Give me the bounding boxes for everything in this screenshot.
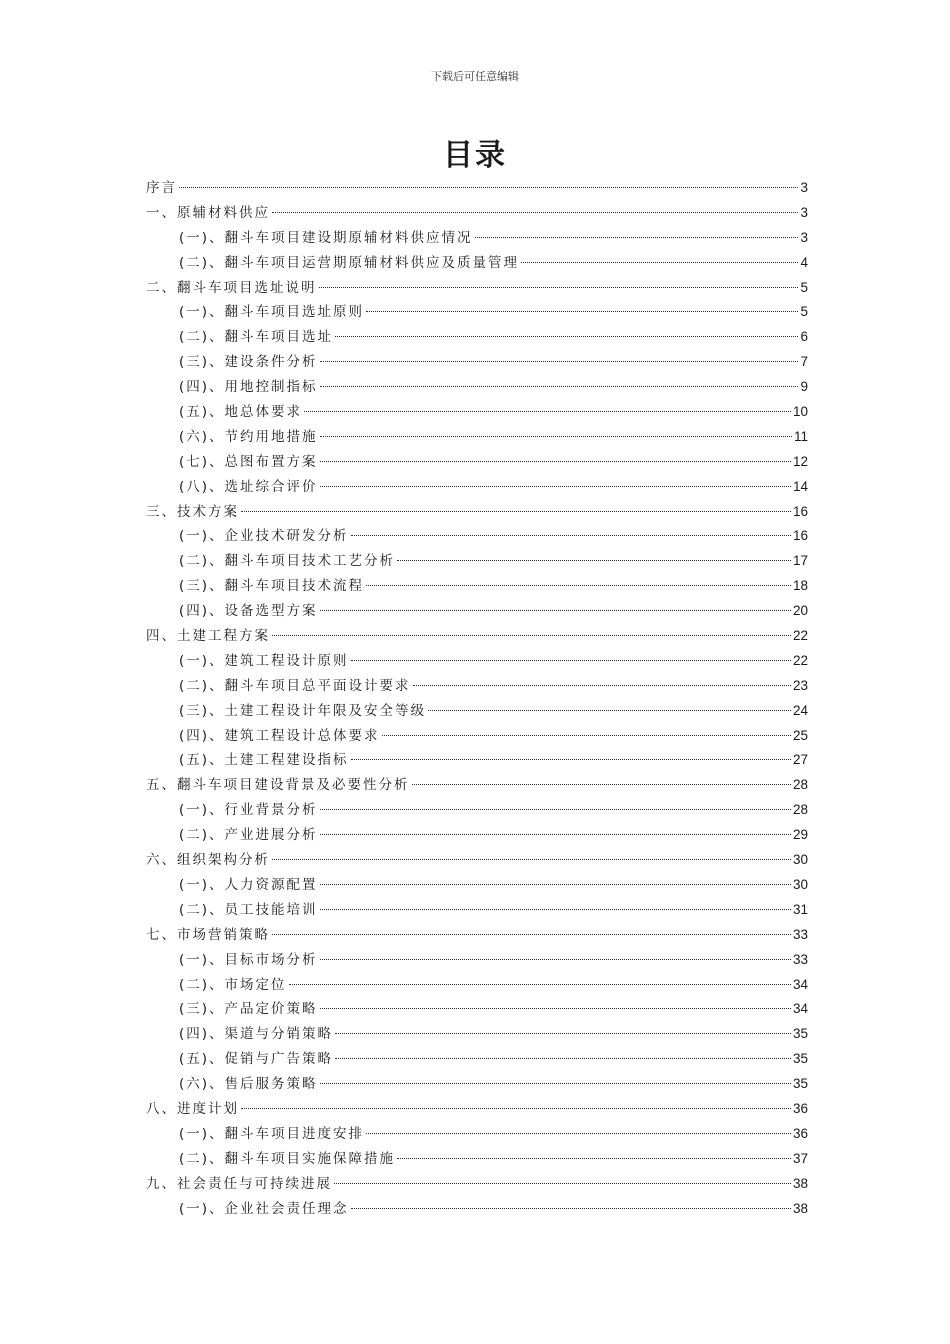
toc-entry[interactable] bbox=[146, 1047, 808, 1072]
toc-entry[interactable] bbox=[146, 848, 808, 873]
toc-entry-title: 二、翻斗车项目选址说明 bbox=[146, 279, 317, 296]
toc-entry-title: (四)、建筑工程设计总体要求 bbox=[179, 727, 380, 744]
toc-entry-title: (四)、用地控制指标 bbox=[179, 379, 318, 396]
toc-leader-dots bbox=[320, 909, 791, 910]
toc-entry-title: (一)、翻斗车项目选址原则 bbox=[179, 304, 365, 321]
toc-entry-page-number: 36 bbox=[792, 1100, 808, 1116]
toc-leader-dots bbox=[272, 212, 798, 213]
toc-entry-page-number: 31 bbox=[792, 901, 808, 917]
toc-entry[interactable] bbox=[146, 898, 808, 923]
toc-entry-page-number: 9 bbox=[800, 379, 808, 395]
toc-leader-dots bbox=[397, 560, 791, 561]
toc-entry[interactable] bbox=[146, 1072, 808, 1097]
toc-entry-page-number: 4 bbox=[800, 254, 808, 270]
toc-leader-dots bbox=[272, 859, 791, 860]
toc-entry-title: (七)、总图布置方案 bbox=[179, 453, 318, 470]
toc-entry-title: 序言 bbox=[146, 180, 177, 196]
toc-entry-page-number: 11 bbox=[793, 428, 808, 444]
toc-entry-page-number: 35 bbox=[792, 1076, 808, 1092]
toc-leader-dots bbox=[320, 436, 792, 437]
toc-entry-page-number: 37 bbox=[792, 1150, 808, 1166]
toc-entry-page-number: 30 bbox=[792, 876, 808, 892]
toc-leader-dots bbox=[320, 486, 791, 487]
page-header: 下载后可任意编辑 bbox=[431, 70, 519, 83]
toc-entry[interactable] bbox=[146, 1097, 808, 1122]
toc-leader-dots bbox=[366, 1133, 791, 1134]
toc-entry[interactable] bbox=[146, 176, 808, 201]
toc-entry-page-number: 18 bbox=[792, 578, 808, 594]
toc-entry[interactable] bbox=[146, 649, 808, 674]
toc-entry-page-number: 6 bbox=[800, 329, 808, 345]
toc-entry-title: (一)、翻斗车项目建设期原辅材料供应情况 bbox=[179, 229, 473, 246]
toc-entry-page-number: 16 bbox=[792, 503, 808, 519]
toc-entry[interactable] bbox=[146, 350, 808, 375]
toc-entry[interactable] bbox=[146, 251, 808, 276]
toc-entry-title: (二)、翻斗车项目实施保障措施 bbox=[179, 1150, 396, 1167]
toc-entry-page-number: 5 bbox=[800, 304, 808, 320]
toc-entry[interactable] bbox=[146, 948, 808, 973]
toc-leader-dots bbox=[366, 585, 791, 586]
toc-leader-dots bbox=[319, 287, 799, 288]
toc-entry-title: 一、原辅材料供应 bbox=[146, 204, 270, 221]
toc-entry[interactable] bbox=[146, 624, 808, 649]
toc-entry[interactable] bbox=[146, 823, 808, 848]
toc-leader-dots bbox=[351, 535, 791, 536]
toc-leader-dots bbox=[351, 759, 791, 760]
toc-entry-page-number: 16 bbox=[792, 528, 808, 544]
table-of-contents bbox=[146, 176, 808, 1221]
toc-entry-page-number: 30 bbox=[792, 852, 808, 868]
toc-entry[interactable] bbox=[146, 300, 808, 325]
toc-leader-dots bbox=[320, 461, 791, 462]
toc-entry[interactable] bbox=[146, 1022, 808, 1047]
toc-entry-page-number: 10 bbox=[792, 404, 808, 420]
toc-entry[interactable] bbox=[146, 276, 808, 301]
toc-entry-page-number: 33 bbox=[792, 951, 808, 967]
toc-entry-title: (六)、售后服务策略 bbox=[179, 1076, 318, 1093]
toc-entry[interactable] bbox=[146, 400, 808, 425]
toc-leader-dots bbox=[335, 336, 798, 337]
toc-entry-page-number: 3 bbox=[800, 229, 808, 245]
toc-entry-page-number: 27 bbox=[792, 752, 808, 768]
toc-leader-dots bbox=[397, 1158, 791, 1159]
toc-entry[interactable] bbox=[146, 475, 808, 500]
toc-entry-title: (一)、目标市场分析 bbox=[179, 951, 318, 968]
toc-leader-dots bbox=[335, 1033, 791, 1034]
toc-entry-title: (三)、土建工程设计年限及安全等级 bbox=[179, 702, 427, 719]
toc-entry-page-number: 20 bbox=[792, 603, 808, 619]
toc-entry-title: (二)、产业进展分析 bbox=[179, 827, 318, 844]
toc-leader-dots bbox=[475, 237, 799, 238]
toc-entry-title: (一)、人力资源配置 bbox=[179, 876, 318, 893]
toc-entry-page-number: 3 bbox=[800, 204, 808, 220]
toc-entry-page-number: 5 bbox=[800, 279, 808, 295]
toc-entry-title: (四)、渠道与分销策略 bbox=[179, 1026, 334, 1043]
toc-leader-dots bbox=[366, 311, 798, 312]
toc-entry-title: 六、组织架构分析 bbox=[146, 852, 270, 869]
toc-leader-dots bbox=[272, 934, 791, 935]
toc-entry-title: (八)、选址综合评价 bbox=[179, 478, 318, 495]
toc-leader-dots bbox=[413, 685, 791, 686]
toc-entry-page-number: 38 bbox=[792, 1175, 808, 1191]
toc-leader-dots bbox=[320, 959, 791, 960]
toc-entry-title: (二)、翻斗车项目运营期原辅材料供应及质量管理 bbox=[179, 254, 520, 271]
toc-entry-title: (六)、节约用地措施 bbox=[179, 428, 318, 445]
toc-leader-dots bbox=[382, 735, 791, 736]
toc-entry[interactable] bbox=[146, 1197, 808, 1222]
toc-entry[interactable] bbox=[146, 201, 808, 226]
toc-leader-dots bbox=[334, 1183, 791, 1184]
toc-entry[interactable] bbox=[146, 574, 808, 599]
toc-entry[interactable] bbox=[146, 524, 808, 549]
toc-leader-dots bbox=[320, 1008, 791, 1009]
toc-entry-title: (三)、翻斗车项目技术流程 bbox=[179, 578, 365, 595]
toc-leader-dots bbox=[351, 1208, 791, 1209]
toc-entry-title: (三)、产品定价策略 bbox=[179, 1001, 318, 1018]
toc-entry-page-number: 34 bbox=[792, 1001, 808, 1017]
toc-entry[interactable] bbox=[146, 923, 808, 948]
toc-entry[interactable] bbox=[146, 549, 808, 574]
toc-entry-page-number: 24 bbox=[792, 702, 808, 718]
toc-entry-page-number: 12 bbox=[792, 453, 808, 469]
toc-entry[interactable] bbox=[146, 226, 808, 251]
toc-entry-page-number: 35 bbox=[792, 1051, 808, 1067]
toc-leader-dots bbox=[320, 1083, 791, 1084]
toc-entry[interactable] bbox=[146, 1147, 808, 1172]
toc-entry[interactable] bbox=[146, 599, 808, 624]
toc-entry-title: (一)、企业社会责任理念 bbox=[179, 1200, 349, 1217]
toc-entry-page-number: 25 bbox=[792, 727, 808, 743]
toc-entry-page-number: 3 bbox=[800, 180, 808, 195]
toc-entry-title: (五)、土建工程建设指标 bbox=[179, 752, 349, 769]
toc-title: 目录 bbox=[443, 138, 507, 173]
toc-entry[interactable] bbox=[146, 500, 808, 525]
toc-entry-title: (二)、翻斗车项目选址 bbox=[179, 329, 334, 346]
toc-entry[interactable] bbox=[146, 425, 808, 450]
toc-entry-title: (二)、翻斗车项目技术工艺分析 bbox=[179, 553, 396, 570]
toc-leader-dots bbox=[320, 834, 791, 835]
toc-leader-dots bbox=[304, 411, 791, 412]
toc-entry-title: (一)、建筑工程设计原则 bbox=[179, 652, 349, 669]
toc-entry-title: (一)、企业技术研发分析 bbox=[179, 528, 349, 545]
toc-entry[interactable] bbox=[146, 375, 808, 400]
toc-leader-dots bbox=[320, 386, 799, 387]
toc-entry-page-number: 14 bbox=[792, 478, 808, 494]
toc-leader-dots bbox=[351, 660, 791, 661]
toc-entry-page-number: 34 bbox=[792, 976, 808, 992]
toc-entry-title: (一)、翻斗车项目进度安排 bbox=[179, 1125, 365, 1142]
toc-entry[interactable] bbox=[146, 873, 808, 898]
toc-entry-title: (二)、员工技能培训 bbox=[179, 901, 318, 918]
toc-entry-title: (三)、建设条件分析 bbox=[179, 354, 318, 371]
toc-entry-title: 三、技术方案 bbox=[146, 503, 239, 520]
toc-entry-page-number: 28 bbox=[792, 777, 808, 793]
toc-leader-dots bbox=[320, 610, 791, 611]
toc-entry-page-number: 22 bbox=[792, 652, 808, 668]
toc-entry-page-number: 36 bbox=[792, 1125, 808, 1141]
toc-leader-dots bbox=[241, 1108, 791, 1109]
toc-entry-page-number: 28 bbox=[792, 802, 808, 818]
toc-entry-title: 四、土建工程方案 bbox=[146, 628, 270, 645]
toc-leader-dots bbox=[320, 809, 791, 810]
toc-entry-page-number: 33 bbox=[792, 926, 808, 942]
toc-leader-dots bbox=[320, 361, 799, 362]
toc-entry-title: 七、市场营销策略 bbox=[146, 926, 270, 943]
toc-leader-dots bbox=[412, 784, 791, 785]
toc-entry[interactable] bbox=[146, 773, 808, 798]
toc-entry-page-number: 7 bbox=[800, 354, 808, 370]
toc-entry-title: (五)、促销与广告策略 bbox=[179, 1051, 334, 1068]
toc-entry[interactable] bbox=[146, 325, 808, 350]
toc-entry-title: (一)、行业背景分析 bbox=[179, 802, 318, 819]
toc-entry-page-number: 17 bbox=[792, 553, 808, 569]
toc-entry[interactable] bbox=[146, 997, 808, 1022]
toc-entry-title: (二)、市场定位 bbox=[179, 976, 287, 993]
toc-leader-dots bbox=[428, 710, 791, 711]
toc-entry-title: 五、翻斗车项目建设背景及必要性分析 bbox=[146, 777, 410, 794]
toc-leader-dots bbox=[179, 187, 798, 188]
toc-entry-page-number: 35 bbox=[792, 1026, 808, 1042]
toc-entry-title: (五)、地总体要求 bbox=[179, 404, 303, 421]
toc-entry[interactable] bbox=[146, 973, 808, 998]
toc-entry[interactable] bbox=[146, 450, 808, 475]
toc-leader-dots bbox=[335, 1058, 791, 1059]
toc-entry-page-number: 23 bbox=[792, 677, 808, 693]
toc-entry-title: 八、进度计划 bbox=[146, 1100, 239, 1117]
toc-leader-dots bbox=[521, 262, 798, 263]
toc-entry-page-number: 38 bbox=[792, 1200, 808, 1216]
toc-entry-title: 九、社会责任与可持续进展 bbox=[146, 1175, 332, 1192]
toc-leader-dots bbox=[320, 884, 791, 885]
toc-leader-dots bbox=[289, 984, 791, 985]
toc-entry[interactable] bbox=[146, 1172, 808, 1197]
toc-entry-title: (二)、翻斗车项目总平面设计要求 bbox=[179, 677, 411, 694]
toc-leader-dots bbox=[241, 511, 791, 512]
toc-entry[interactable] bbox=[146, 748, 808, 773]
toc-entry[interactable] bbox=[146, 1122, 808, 1147]
toc-entry-page-number: 29 bbox=[792, 827, 808, 843]
toc-entry[interactable] bbox=[146, 699, 808, 724]
toc-entry[interactable] bbox=[146, 724, 808, 749]
toc-entry[interactable] bbox=[146, 674, 808, 699]
toc-leader-dots bbox=[272, 635, 791, 636]
toc-entry-title: (四)、设备选型方案 bbox=[179, 603, 318, 620]
toc-entry-page-number: 22 bbox=[792, 628, 808, 644]
toc-entry[interactable] bbox=[146, 798, 808, 823]
